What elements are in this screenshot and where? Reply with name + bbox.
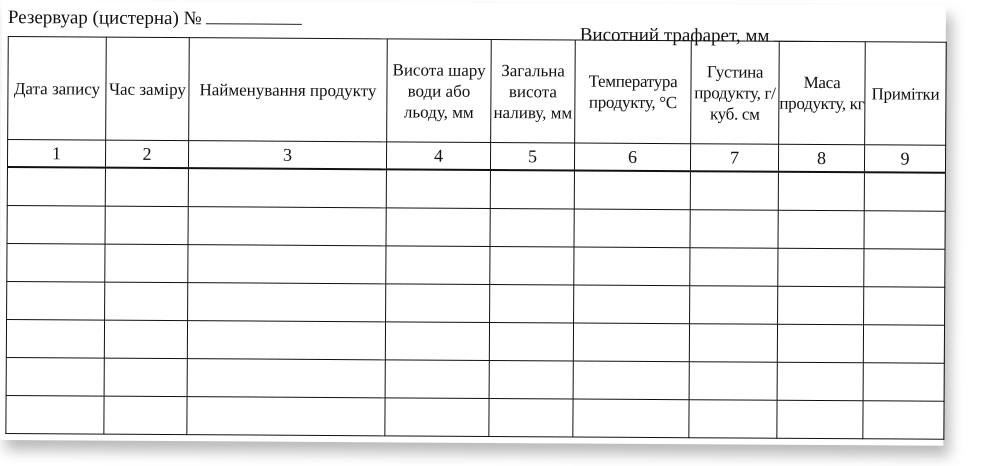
table-cell[interactable] bbox=[490, 284, 574, 323]
table-cell[interactable] bbox=[7, 167, 105, 206]
stencil-value-blank[interactable] bbox=[773, 25, 819, 42]
table-cell[interactable] bbox=[777, 362, 863, 401]
table-cell[interactable] bbox=[104, 320, 187, 359]
table-cell[interactable] bbox=[863, 325, 944, 363]
table-cell[interactable] bbox=[574, 247, 690, 286]
header-product-name: Найменування продукту bbox=[189, 38, 388, 142]
table-cell[interactable] bbox=[188, 245, 386, 284]
table-cell[interactable] bbox=[105, 168, 188, 207]
table-cell[interactable] bbox=[104, 396, 187, 435]
tank-number-field bbox=[8, 6, 302, 31]
column-number: 1 bbox=[7, 140, 105, 168]
table-row bbox=[7, 206, 945, 250]
table-cell[interactable] bbox=[573, 323, 689, 362]
table-cell[interactable] bbox=[187, 397, 385, 436]
table-cell[interactable] bbox=[864, 172, 945, 211]
table-cell[interactable] bbox=[690, 171, 778, 210]
table-cell[interactable] bbox=[863, 401, 944, 439]
table-row bbox=[7, 167, 945, 211]
tank-label: Резервуар (цистерна) № bbox=[7, 7, 202, 30]
table-cell[interactable] bbox=[689, 324, 777, 363]
table-cell[interactable] bbox=[689, 400, 777, 439]
tank-number-blank[interactable] bbox=[206, 7, 302, 25]
table-row bbox=[7, 282, 945, 326]
header-total-fill-height: Загальна висота наливу, мм bbox=[491, 39, 576, 143]
table-cell[interactable] bbox=[385, 360, 489, 399]
stencil-label: Висотний трафарет, мм bbox=[579, 24, 770, 47]
table-cell[interactable] bbox=[864, 287, 945, 325]
table-cell[interactable] bbox=[188, 207, 386, 246]
table-cell[interactable] bbox=[690, 248, 778, 287]
table-cell[interactable] bbox=[188, 283, 386, 322]
header-date: Дата запису bbox=[8, 37, 107, 141]
table-cell[interactable] bbox=[778, 286, 864, 325]
table-cell[interactable] bbox=[6, 320, 104, 359]
table-row bbox=[6, 358, 944, 402]
table-cell[interactable] bbox=[777, 400, 863, 439]
column-number: 9 bbox=[864, 145, 945, 173]
column-number: 2 bbox=[105, 140, 188, 168]
header-time: Час заміру bbox=[106, 37, 190, 141]
table-cell[interactable] bbox=[386, 284, 490, 323]
table-cell[interactable] bbox=[7, 282, 105, 321]
table-cell[interactable] bbox=[490, 246, 574, 285]
table-cell[interactable] bbox=[864, 211, 945, 249]
header-density: Густина продукту, г/куб. см bbox=[691, 41, 780, 145]
table-cell[interactable] bbox=[385, 398, 489, 437]
table-cell[interactable] bbox=[386, 246, 490, 285]
table-cell[interactable] bbox=[778, 172, 864, 211]
table-row bbox=[7, 244, 945, 288]
table-row bbox=[6, 396, 944, 440]
table-cell[interactable] bbox=[573, 361, 689, 400]
table-cell[interactable] bbox=[778, 248, 864, 287]
column-number: 8 bbox=[778, 144, 864, 172]
table-cell[interactable] bbox=[490, 170, 574, 209]
table-cell[interactable] bbox=[574, 285, 690, 324]
column-number: 6 bbox=[574, 143, 690, 171]
table-cell[interactable] bbox=[689, 362, 777, 401]
header-temperature: Температура продукту, °C bbox=[575, 40, 692, 144]
table-cell[interactable] bbox=[386, 169, 490, 208]
table-cell[interactable] bbox=[574, 171, 690, 210]
table-cell[interactable] bbox=[489, 360, 573, 399]
table-cell[interactable] bbox=[777, 324, 863, 363]
table-cell[interactable] bbox=[105, 282, 188, 321]
table-cell[interactable] bbox=[104, 358, 187, 397]
table-cell[interactable] bbox=[489, 398, 573, 437]
table-cell[interactable] bbox=[489, 322, 573, 361]
table-cell[interactable] bbox=[864, 249, 945, 287]
table-row bbox=[6, 320, 944, 364]
table-cell[interactable] bbox=[105, 244, 188, 283]
header-row bbox=[8, 37, 947, 146]
header-water-layer: Висота шару води або льоду, мм bbox=[387, 39, 492, 143]
column-number: 5 bbox=[490, 142, 574, 170]
table-cell[interactable] bbox=[6, 396, 104, 435]
table-cell[interactable] bbox=[385, 322, 489, 361]
table-cell[interactable] bbox=[187, 359, 385, 398]
table-cell[interactable] bbox=[778, 210, 864, 249]
column-number: 4 bbox=[386, 142, 490, 170]
table-cell[interactable] bbox=[490, 208, 574, 247]
table-cell[interactable] bbox=[573, 399, 689, 438]
table-cell[interactable] bbox=[863, 363, 944, 401]
header-mass: Маса продукту, кг bbox=[779, 41, 866, 145]
table-cell[interactable] bbox=[574, 209, 690, 248]
column-number: 7 bbox=[690, 144, 778, 172]
table-cell[interactable] bbox=[105, 206, 188, 245]
table-cell[interactable] bbox=[6, 358, 104, 397]
measurement-table bbox=[5, 36, 946, 440]
table-cell[interactable] bbox=[7, 244, 105, 283]
table-cell[interactable] bbox=[386, 208, 490, 247]
table-cell[interactable] bbox=[187, 321, 385, 360]
column-number: 3 bbox=[188, 141, 386, 170]
table-cell[interactable] bbox=[690, 210, 778, 249]
header-notes: Примітки bbox=[865, 42, 947, 145]
table-cell[interactable] bbox=[7, 206, 105, 245]
table-cell[interactable] bbox=[690, 286, 778, 325]
table-cell[interactable] bbox=[188, 168, 386, 208]
